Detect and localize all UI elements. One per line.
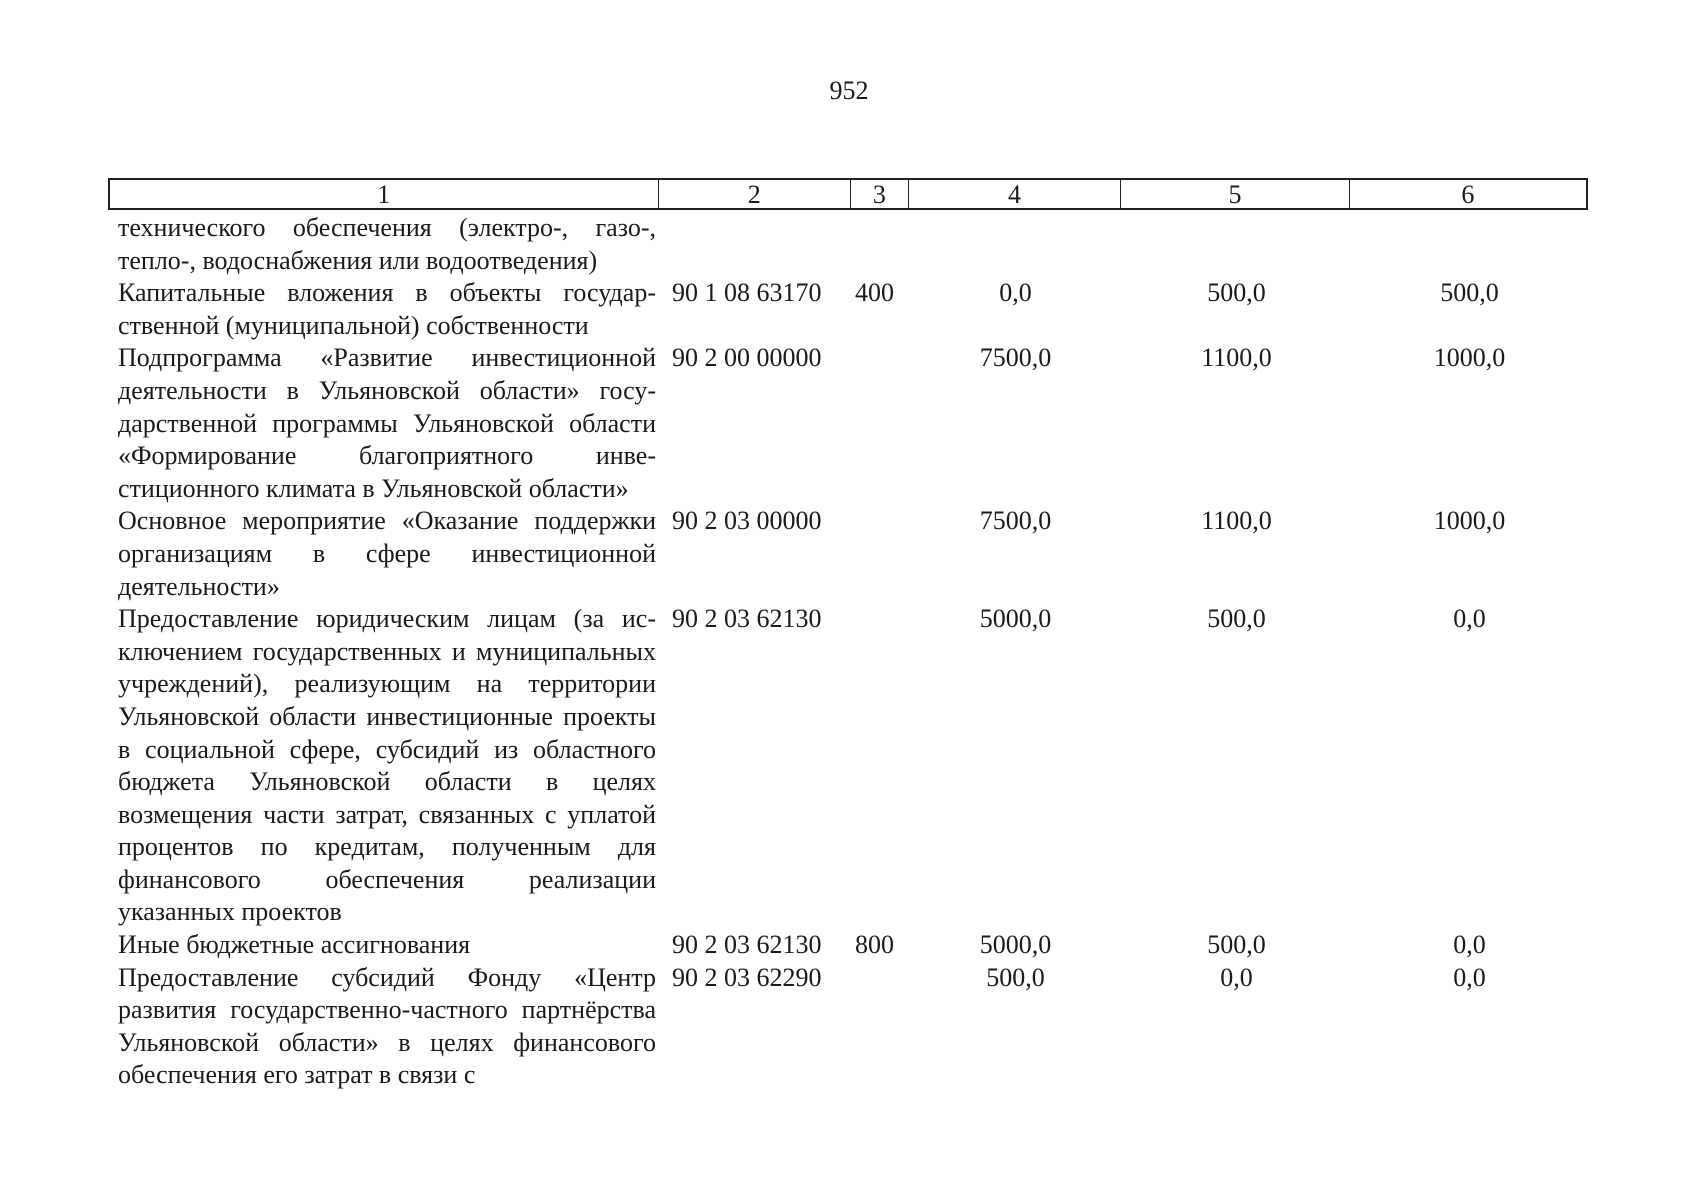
row-value-6 (1351, 212, 1588, 277)
row-value-6: 0,0 (1453, 604, 1486, 634)
row-value-5 (1122, 212, 1351, 277)
row-expense-type: 400 (855, 278, 894, 308)
table-row (108, 962, 1588, 1092)
table-row (108, 342, 1588, 505)
row-expense-type (851, 342, 909, 505)
row-expense-type (851, 505, 909, 603)
row-value-4 (909, 212, 1122, 277)
row-value-5: 0,0 (1220, 962, 1253, 992)
row-value-6: 0,0 (1453, 962, 1486, 992)
row-expense-type: 800 (855, 930, 894, 960)
row-expense-type (851, 603, 909, 929)
table-header (108, 178, 1588, 210)
row-name: Иные бюджетные ассигнования (118, 930, 471, 960)
column-header-2: 2 (659, 180, 851, 208)
row-value-5: 500,0 (1207, 604, 1266, 634)
row-value-5: 500,0 (1207, 278, 1266, 308)
table-row (108, 277, 1588, 342)
table-row (108, 603, 1588, 929)
row-name: Предоставление субсидий Фонду «Центр развития государственно-частного партнёрства Ульяновской области» в целях финансового обеспечения его затрат в связи с (118, 962, 656, 1090)
row-name: Предоставление юридическим лицам (за исключением государственных и муниципальных учреждений), реализующим на территории Ульяновской области инвестиционные проекты в социальной сфере, субсидий из областного бюджета Ульяновской области в целях возмещения части затрат, связанных с уплатой процентов по кредитам, полученным для финансового обеспечения реализации указанных проектов (118, 604, 656, 927)
table-row (108, 505, 1588, 603)
row-code (658, 212, 851, 277)
table-body (108, 212, 1588, 1092)
row-value-4: 5000,0 (979, 930, 1052, 960)
row-expense-type (851, 962, 909, 1092)
row-name: Основное мероприятие «Оказание поддержки организациям в сфере инвестиционной деятельности» (118, 506, 656, 601)
row-value-4: 7500,0 (979, 343, 1052, 373)
row-value-4: 5000,0 (979, 604, 1052, 634)
column-header-1: 1 (110, 180, 659, 208)
row-code: 90 1 08 63170 (672, 278, 822, 308)
row-code: 90 2 00 00000 (672, 343, 822, 373)
column-header-4: 4 (909, 180, 1121, 208)
row-value-6: 1000,0 (1433, 506, 1506, 536)
row-code: 90 2 03 62290 (672, 962, 822, 992)
row-code: 90 2 03 00000 (672, 506, 822, 536)
row-value-6: 0,0 (1453, 930, 1486, 960)
row-value-4: 0,0 (999, 278, 1032, 308)
row-name: технического обеспечения (электро-, газо-, тепло-, водоснабжения или водоотведения) (118, 213, 656, 275)
row-expense-type (851, 212, 909, 277)
column-header-5: 5 (1121, 180, 1349, 208)
row-name: Подпрограмма «Развитие инвестиционной деятельности в Ульяновской области» государственной программы Ульяновской области «Формирование благоприятного инвестиционного климата в Ульяновской области» (118, 343, 656, 503)
column-header-3: 3 (851, 180, 909, 208)
row-value-6: 1000,0 (1433, 343, 1506, 373)
page-number: 952 (829, 76, 869, 105)
row-code: 90 2 03 62130 (672, 604, 822, 634)
row-name: Капитальные вложения в объекты государственной (муниципальной) собственности (118, 278, 656, 340)
table-row (108, 212, 1588, 277)
row-code: 90 2 03 62130 (672, 930, 822, 960)
row-value-6: 500,0 (1440, 278, 1499, 308)
row-value-4: 7500,0 (979, 506, 1052, 536)
row-value-5: 1100,0 (1201, 506, 1272, 536)
table-row (108, 929, 1588, 962)
row-value-5: 500,0 (1207, 930, 1266, 960)
column-header-6: 6 (1461, 180, 1475, 209)
row-value-5: 1100,0 (1201, 343, 1272, 373)
row-value-4: 500,0 (986, 962, 1045, 992)
